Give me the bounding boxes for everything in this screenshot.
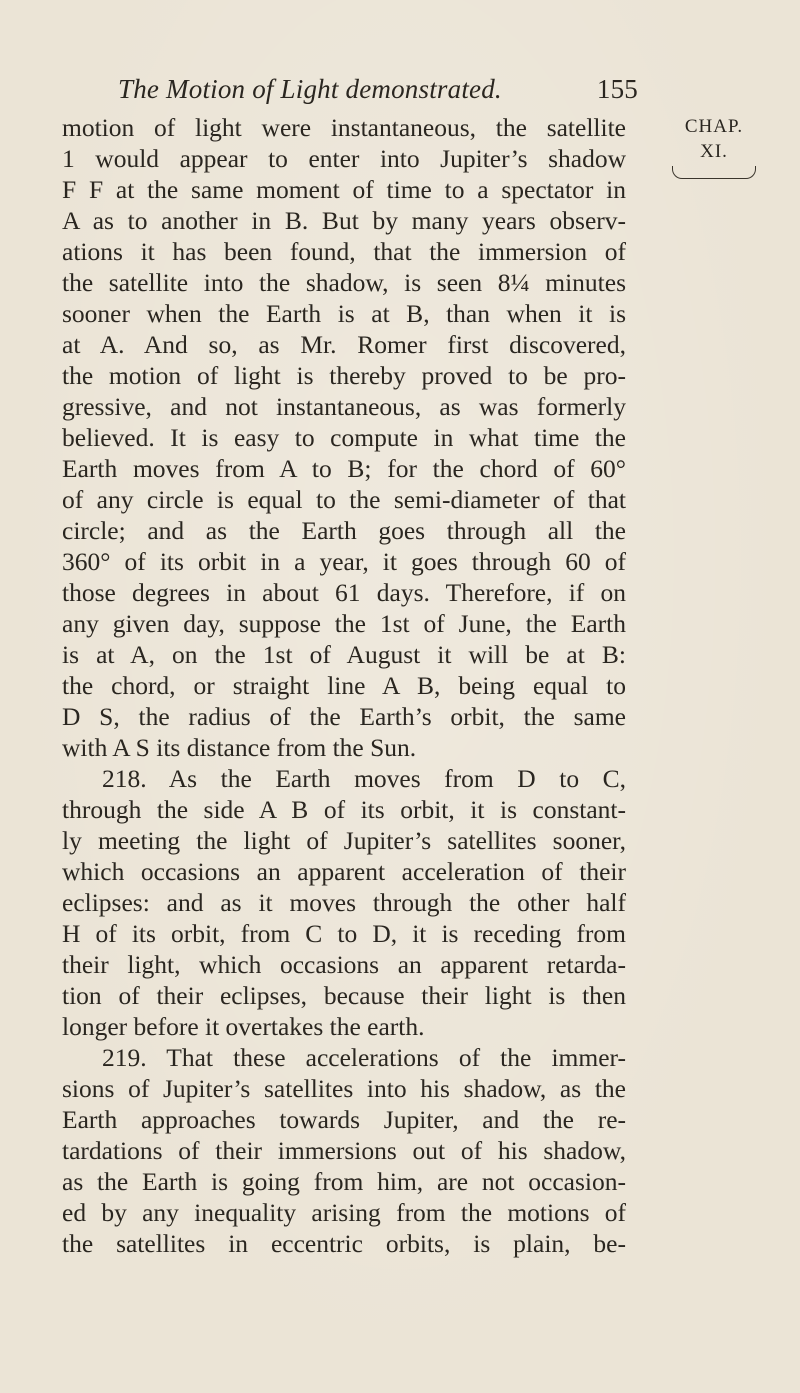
text-line: at A. And so, as Mr. Romer first discovered, [62,330,626,359]
text-line: Earth approaches towards Jupiter, and the re- [62,1105,626,1134]
text-line: longer before it overtakes the earth. [62,1012,425,1041]
text-line: gressive, and not instantaneous, as was formerly [62,392,626,421]
text-line: those degrees in about 61 days. Therefore, if on [62,578,626,607]
text-line: H of its orbit, from C to D, it is receding from [62,919,626,948]
body-text [62,112,626,1259]
text-line: tion of their eclipses, because their light is then [62,981,626,1010]
text-line: of any circle is equal to the semi-diameter of that [62,485,626,514]
chapter-number: XI. [700,141,728,162]
text-line: eclipses: and as it moves through the other half [62,888,626,917]
text-line: sooner when the Earth is at B, than when it is [62,299,626,328]
text-line: motion of light were instantaneous, the satellite [62,113,626,142]
text-line: tardations of their immersions out of his shadow, [62,1136,626,1165]
text-line: any given day, suppose the 1st of June, the Earth [62,609,626,638]
text-line: A as to another in B. But by many years observ- [62,206,626,235]
text-line: 360° of its orbit in a year, it goes through 60 of [62,547,626,576]
page-number: 155 [596,74,638,104]
running-title: The Motion of Light demonstrated. [118,74,502,104]
text-line: with A S its distance from the Sun. [62,733,417,762]
brace-mark [672,166,756,179]
text-line: 1 would appear to enter into Jupiter’s shadow [62,144,626,173]
text-line: circle; and as the Earth goes through all the [62,516,626,545]
text-line: believed. It is easy to compute in what time the [62,423,626,452]
text-line: through the side A B of its orbit, it is constant- [62,795,626,824]
text-line: the motion of light is thereby proved to be pro- [62,361,626,390]
text-line: their light, which occasions an apparent retarda- [62,950,626,979]
text-line: the satellites in eccentric orbits, is plain, be- [62,1229,626,1258]
text-line: which occasions an apparent acceleration of their [62,857,626,886]
text-line: ly meeting the light of Jupiter’s satellites sooner, [62,826,626,855]
paragraph-219-start: 219. That these accelerations of the immer- [102,1043,626,1072]
text-line: Earth moves from A to B; for the chord of 60° [62,454,626,483]
text-line: as the Earth is going from him, are not occasion- [62,1167,626,1196]
text-line: D S, the radius of the Earth’s orbit, the same [62,702,626,731]
text-line: F F at the same moment of time to a spectator in [62,175,626,204]
text-line: ed by any inequality arising from the motions of [62,1198,626,1227]
running-header [118,74,638,105]
text-line: ations it has been found, that the immersion of [62,237,626,266]
chapter-label: CHAP. [684,116,744,137]
text-line: sions of Jupiter’s satellites into his shadow, as the [62,1074,626,1103]
chapter-marginal-note [664,114,764,179]
text-line: the satellite into the shadow, is seen 8¼ minutes [62,268,626,297]
text-line: is at A, on the 1st of August it will be at B: [62,640,626,669]
paragraph-218-start: 218. As the Earth moves from D to C, [102,764,626,793]
text-line: the chord, or straight line A B, being equal to [62,671,626,700]
